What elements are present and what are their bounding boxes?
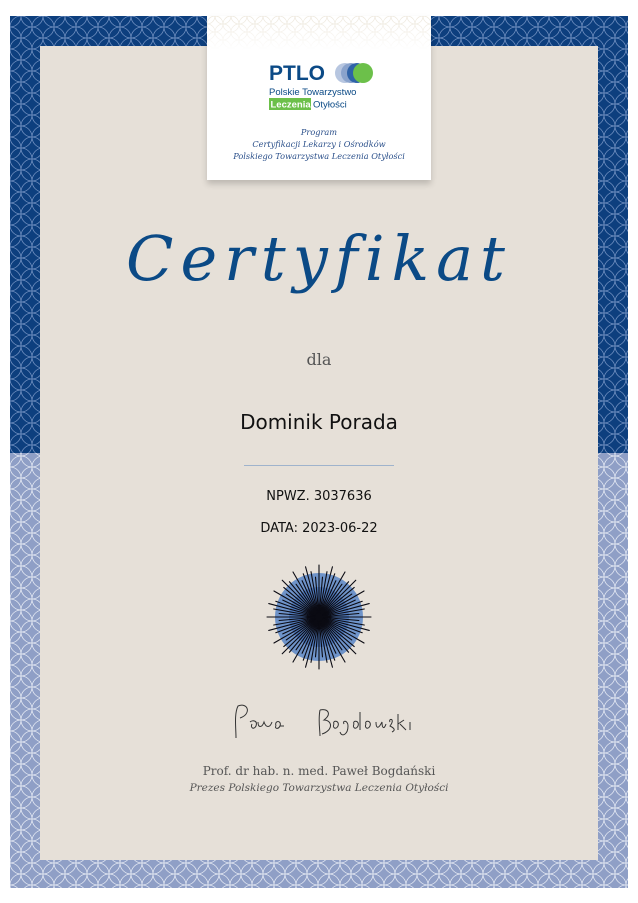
program-caption	[207, 126, 431, 162]
signer-role: Prezes Polskiego Towarzystwa Leczenia Otyłości	[189, 782, 449, 794]
starburst-seal-icon	[266, 564, 372, 670]
logo-acronym: PTLO	[269, 62, 325, 85]
signer-name: Prof. dr hab. n. med. Paweł Bogdański	[202, 764, 436, 778]
npwz-number: NPWZ. 3037636	[266, 489, 372, 504]
logo-highlight: Leczenia	[270, 99, 311, 111]
program-line1: Program	[300, 127, 338, 137]
for-label: dla	[306, 350, 332, 369]
issue-date: DATA: 2023-06-22	[260, 521, 378, 536]
certificate-title: Certyfikat	[126, 222, 512, 295]
logo-card	[207, 16, 431, 180]
ptlo-logo	[267, 58, 377, 114]
logo-card-pattern	[207, 16, 431, 50]
divider	[244, 465, 394, 466]
logo-line2: Otyłości	[313, 99, 347, 111]
program-line3: Polskiego Towarzystwa Leczenia Otyłości	[233, 151, 405, 161]
logo-line1: Polskie Towarzystwo	[269, 87, 357, 98]
recipient-name: Dominik Porada	[240, 410, 398, 434]
signature-handwriting	[228, 700, 418, 746]
program-line2: Certyfikacji Lekarzy i Ośrodków	[252, 139, 386, 149]
